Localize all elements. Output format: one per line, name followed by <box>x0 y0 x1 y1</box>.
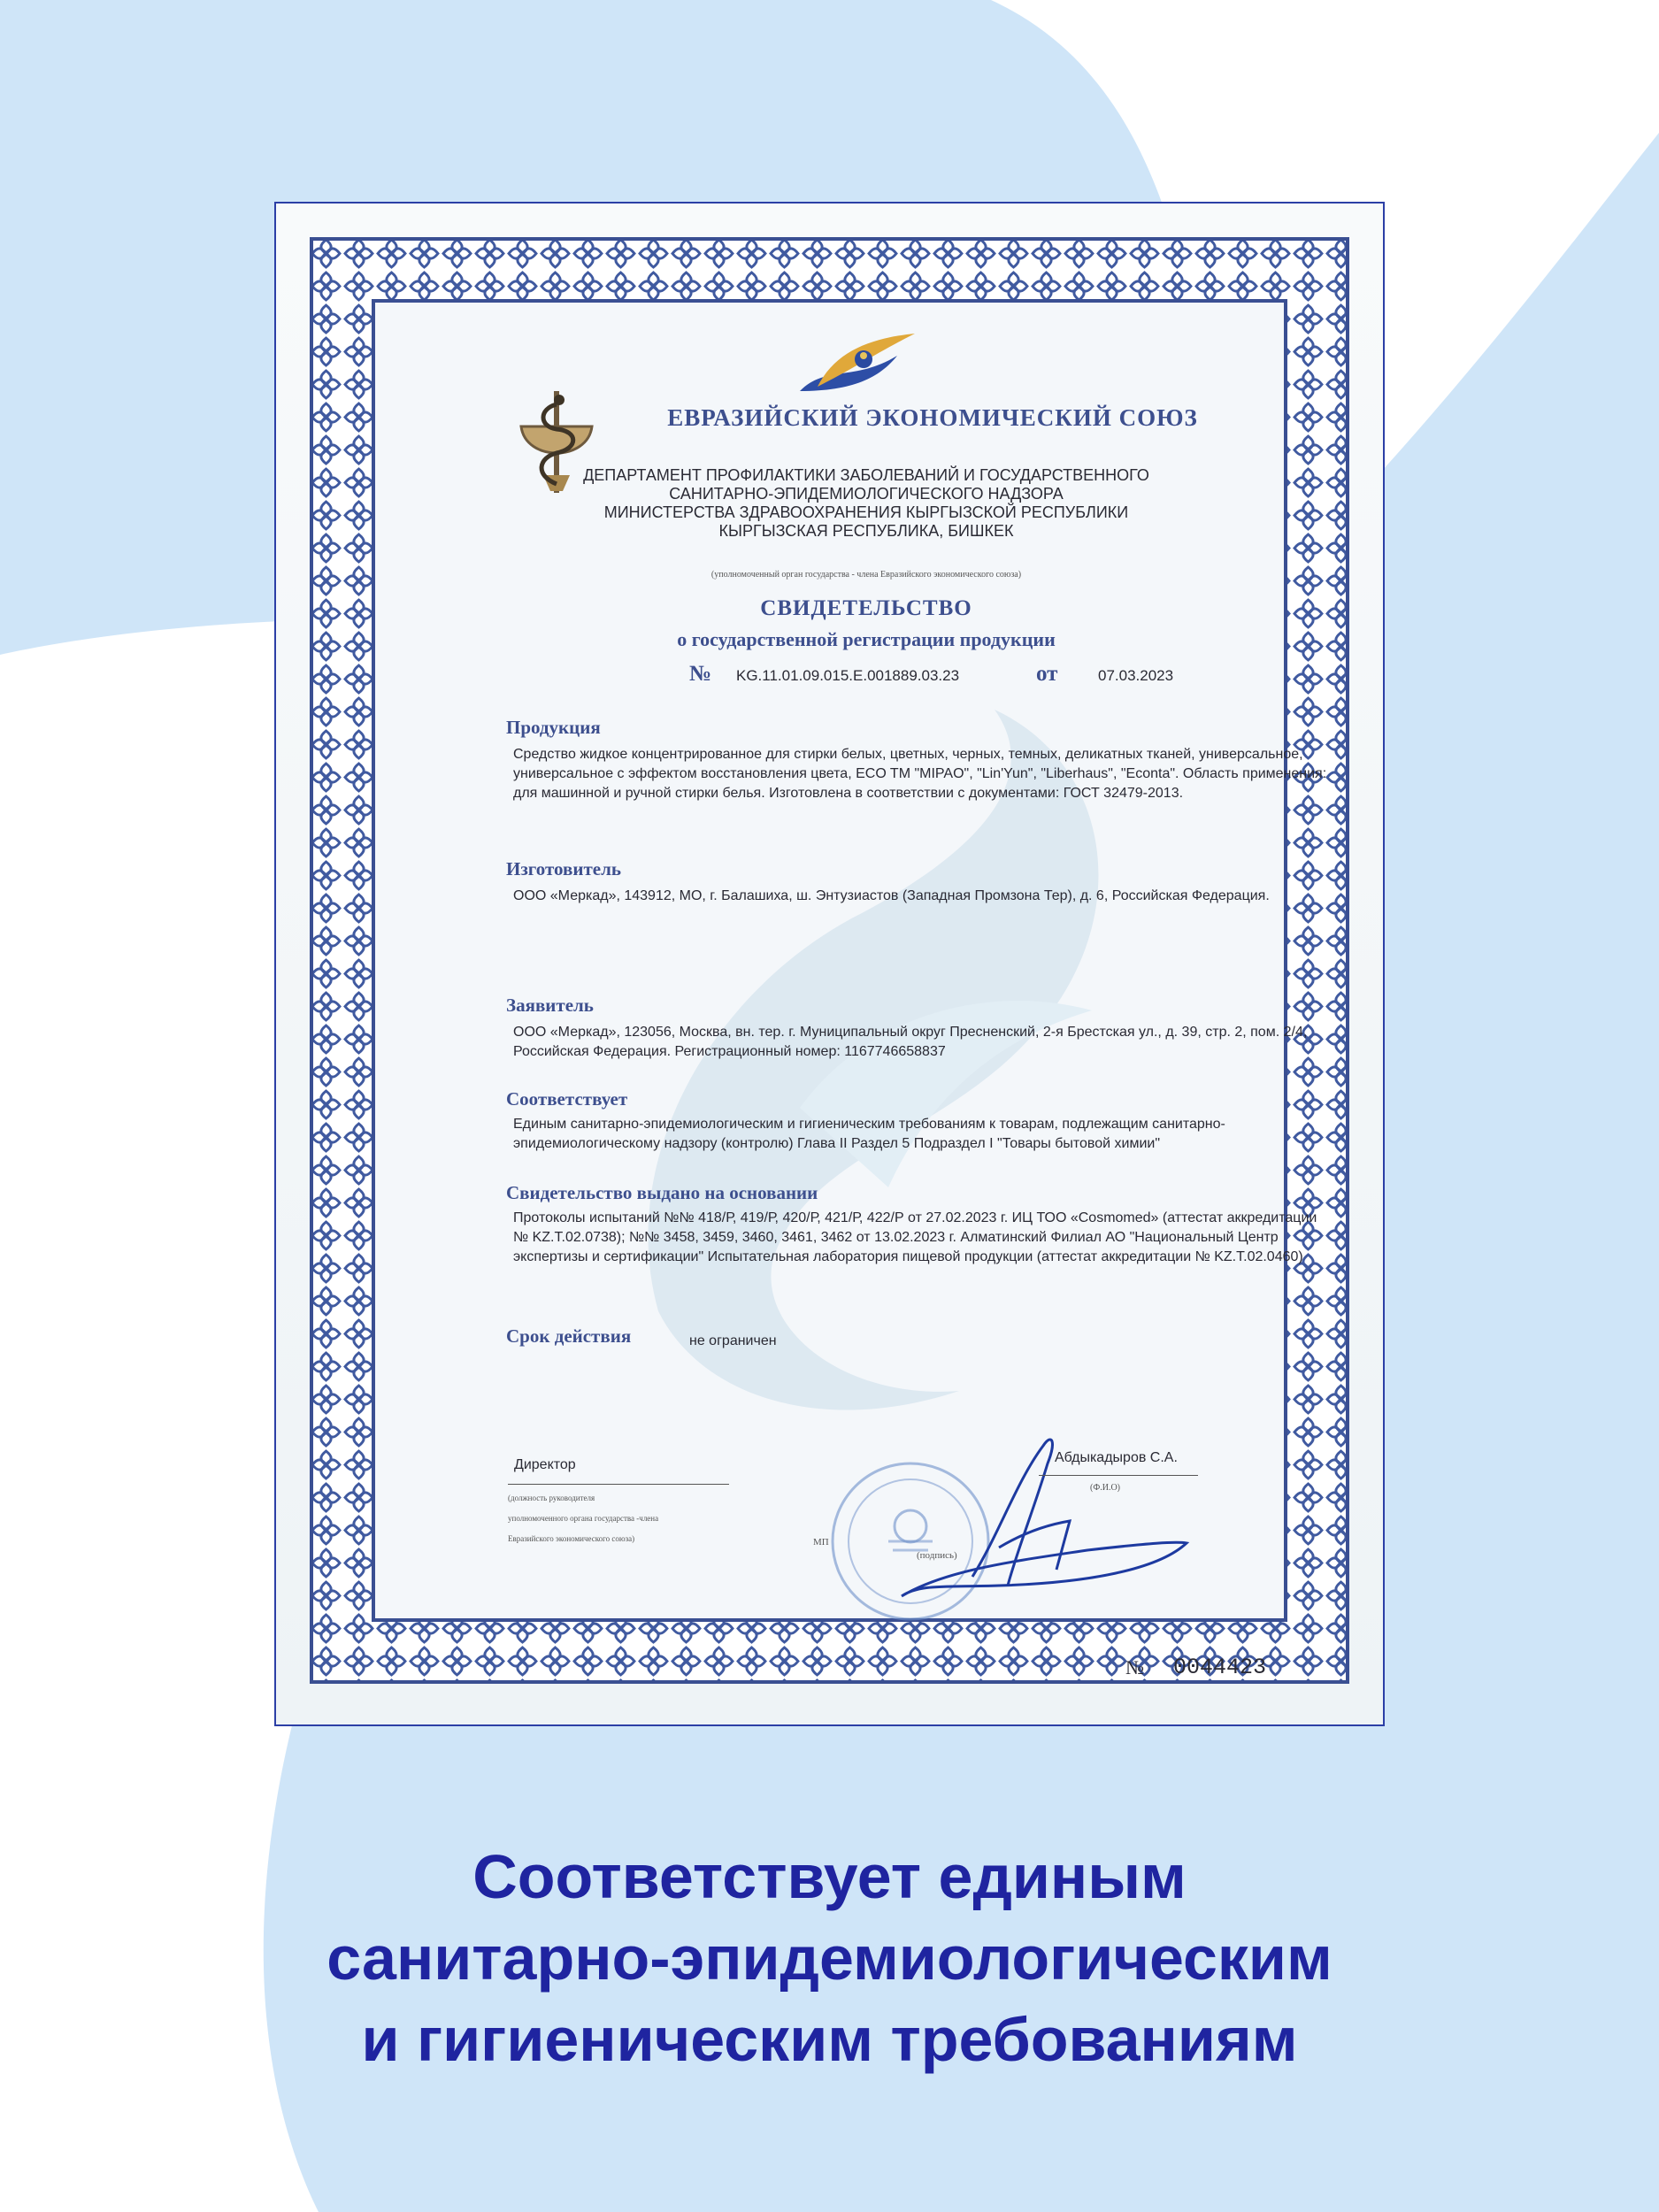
role-note-line: уполномоченного органа государства -члена <box>508 1514 659 1523</box>
department-line: САНИТАРНО-ЭПИДЕМИОЛОГИЧЕСКОГО НАДЗОРА <box>669 485 1064 503</box>
validity-heading: Срок действия <box>506 1325 632 1347</box>
conforms-heading: Соответствует <box>506 1088 628 1110</box>
role-note-line: Евразийского экономического союза) <box>508 1534 635 1543</box>
number-symbol: № <box>689 662 712 686</box>
certificate-body <box>375 303 1327 1680</box>
caption-line: санитарно-эпидемиологическим <box>326 1924 1333 1993</box>
serial-symbol: № <box>1125 1656 1144 1678</box>
validity-text: не ограничен <box>689 1333 777 1348</box>
department-line: МИНИСТЕРСТВА ЗДРАВООХРАНЕНИЯ КЫРГЫЗСКОЙ РЕСПУБЛИКИ <box>603 503 1129 521</box>
applicant-text: ООО «Меркад», 123056, Москва, вн. тер. г. Муниципальный округ Пресненский, 2-я Брестская ул., д. 39, стр. 2, пом. 2/4, Российская Федерация. Регистрационный номер: 1167746658837 <box>513 1025 1308 1059</box>
swan-watermark <box>579 692 1163 1435</box>
manufacturer-text: ООО «Меркад», 143912, МО, г. Балашиха, ш. Энтузиастов (Западная Промзона Тер), д. 6, Российская Федерация. <box>513 888 1270 903</box>
director-label: Директор <box>514 1457 576 1472</box>
name-line <box>1039 1475 1198 1476</box>
date-prefix: от <box>1036 662 1058 686</box>
serial-number: 0044423 <box>1173 1655 1267 1680</box>
product-text: Средство жидкое концентрированное для стирки белых, цветных, черных, темных, деликатных тканей, универсальное, универсальное с эффектом восстановления цвета, ECO TM "MIPAO", "Lin'Yun", "Liberhaus", "Econta". Область применения: для машинной и ручной стирки белья. Изготовлена в соответствии с документами: ГОСТ 32479-2013. <box>513 747 1327 801</box>
document-subtitle: о государственной регистрации продукции <box>677 628 1056 650</box>
org-name: ЕВРАЗИЙСКИЙ ЭКОНОМИЧЕСКИЙ СОЮЗ <box>667 404 1198 431</box>
manufacturer-heading: Изготовитель <box>506 858 621 879</box>
eaeu-logo-icon <box>791 329 924 400</box>
signature-note: (подпись) <box>917 1550 957 1561</box>
basis-text: Протоколы испытаний №№ 418/Р, 419/Р, 420/Р, 421/Р, 422/Р от 27.02.2023 г. ИЦ ТОО «Cosmomed» (аттестат аккредитации № KZ.T.02.0738); №№ 3458, 3459, 3460, 3461, 3462 от 13.02.2023 г. Алматинский Филиал АО "Национальный Центр экспертизы и сертификации" Испытательная лаборатория пищевой продукции (аттестат аккредитации № KZ.T.02.0460) <box>513 1210 1317 1264</box>
basis-heading: Свидетельство выдано на основании <box>506 1182 818 1203</box>
caption-line: Соответствует единым <box>472 1842 1187 1911</box>
caption-line: и гигиеническим требованиям <box>361 2005 1298 2074</box>
caption <box>0 1836 1659 2080</box>
name-note: (Ф.И.О) <box>1090 1483 1121 1493</box>
document-title: СВИДЕТЕЛЬСТВО <box>760 596 972 620</box>
registration-number: KG.11.01.09.015.Е.001889.03.23 <box>736 667 960 684</box>
department-block <box>490 466 1242 541</box>
department-line: ДЕПАРТАМЕНТ ПРОФИЛАКТИКИ ЗАБОЛЕВАНИЙ И ГОСУДАРСТВЕННОГО <box>583 466 1149 484</box>
department-line: КЫРГЫЗСКАЯ РЕСПУБЛИКА, БИШКЕК <box>718 522 1014 540</box>
director-name: Абдыкадыров С.А. <box>1055 1450 1178 1465</box>
role-note-line: (должность руководителя <box>508 1494 595 1502</box>
applicant-heading: Заявитель <box>506 995 594 1016</box>
product-heading: Продукция <box>506 717 601 738</box>
director-sign-line <box>508 1484 729 1485</box>
registration-date: 07.03.2023 <box>1098 667 1174 684</box>
director-role-note <box>508 1488 658 1549</box>
certificate-card <box>274 202 1385 1726</box>
authority-note: (уполномоченный орган государства - члена Евразийского экономического союза) <box>710 570 1022 580</box>
conforms-text: Единым санитарно-эпидемиологическим и гигиеническим требованиям к товарам, подлежащим санитарно-эпидемиологическому надзору (контролю) Глава II Раздел 5 Подраздел I "Товары бытовой химии" <box>513 1117 1225 1151</box>
stamp-label: МП <box>813 1537 829 1548</box>
